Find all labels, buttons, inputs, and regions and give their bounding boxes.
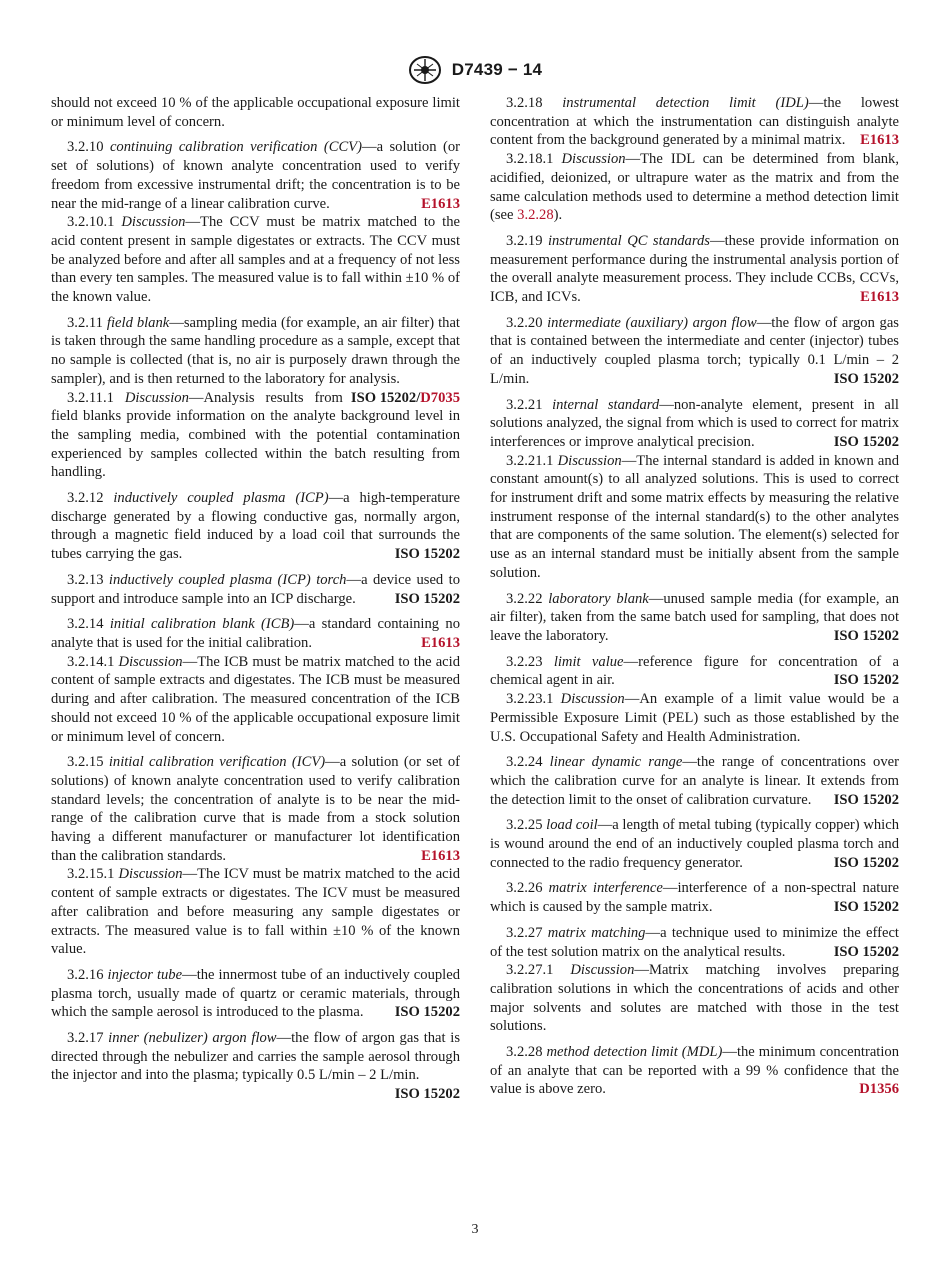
page-header — [0, 55, 950, 85]
reference-label: ISO 15202 — [833, 943, 899, 960]
reference-label: ISO 15202 — [833, 370, 899, 387]
definition-3-2-10: 3.2.10 continuing calibration verification (CCV)—a solution (or set of solutions) of known analyte concentration used to verify freedom from excessive instrumental drift; the concentration is to be near the mid-range of a linear calibration curve. E1613 — [51, 139, 460, 212]
definition-3-2-24: 3.2.24 linear dynamic range—the range of concentrations over which the calibration curve for an analyte is linear. It extends from the detection limit to the onset of calibration curvature. ISO 15202 — [490, 754, 899, 808]
reference-label: ISO 15202 — [833, 627, 899, 644]
section-link[interactable]: 3.2.28 — [517, 207, 554, 224]
continued-paragraph: should not exceed 10 % of the applicable occupational exposure limit or minimum level of concern. — [51, 95, 460, 130]
discussion-3-2-23-1: 3.2.23.1 Discussion—An example of a limit value would be a Permissible Exposure Limit (PEL) such as those established by the U.S. Occupational Safety and Health Administration. — [490, 691, 899, 745]
reference-label: ISO 15202 — [394, 1004, 460, 1021]
definition-3-2-13: 3.2.13 inductively coupled plasma (ICP) torch—a device used to support and introduce sample into an ICP discharge. ISO 15202 — [51, 571, 460, 607]
definition-3-2-15: 3.2.15 initial calibration verification (ICV)—a solution (or set of solutions) of known analyte concentration used to verify calibration standard levels; the concentration of analyte is to be near the mid-range of the calibration curve that is made from a stock solution having a different manufacturer or manufacturer lot identification than the calibration standards. E1613 — [51, 754, 460, 864]
reference-label: ISO 15202 — [833, 899, 899, 916]
discussion-3-2-18-1: 3.2.18.1 Discussion—The IDL can be determined from blank, acidified, deionized, or ultrapure water as the matrix and from the same calculation methods used to determine a method detection limit (see 3.2.28). — [490, 151, 899, 224]
left-column — [51, 94, 460, 1104]
definition-3-2-19: 3.2.19 instrumental QC standards—these provide information on measurement performance during the instrumental analysis portion of the overall analyte measurement process. They include CCBs, CCVs, ICB, and ICVs. E1613 — [490, 232, 899, 306]
definition-3-2-21: 3.2.21 internal standard—non-analyte element, present in all solutions analyzed, the signal from which is used to correct for matrix interferences or improve analytical precision. ISO 15202 — [490, 396, 899, 450]
reference-label: ISO 15202 — [833, 672, 899, 689]
discussion-3-2-27-1: 3.2.27.1 Discussion—Matrix matching involves preparing calibration solutions in which the concentrations of acids and other major solvents and solutes are matched with those in the test solutions. — [490, 962, 899, 1035]
reference-link[interactable]: E1613 — [421, 847, 460, 864]
reference-link[interactable]: E1613 — [421, 195, 460, 212]
discussion-3-2-15-1: 3.2.15.1 Discussion—The ICV must be matrix matched to the acid content of sample extracts or digestates. The ICV must be measured after calibration and before measuring any sample digestates or extracts. The measured value is to fall within ±10 % of the known value. — [51, 866, 460, 958]
reference-label: ISO 15202 — [833, 791, 899, 808]
reference-label: ISO 15202 — [394, 546, 460, 563]
definition-3-2-11: 3.2.11 field blank—sampling media (for example, an air filter) that is taken through the same handling procedure as a sample, except that no sample is collected (that is, no air is purposely drawn through the sampler), and is then returned to the laboratory for analysis. ISO 15202/D7035 — [51, 314, 460, 406]
discussion-3-2-11-1: 3.2.11.1 Discussion—Analysis results from field blanks provide information on the analyte background level in the sampling media, combined with the potential contamination experienced by samples collected within the batch resulting from handling. — [51, 389, 460, 481]
reference-label: ISO 15202 — [833, 433, 899, 450]
definition-3-2-14: 3.2.14 initial calibration blank (ICB)—a standard containing no analyte that is used for the initial calibration. E1613 — [51, 616, 461, 651]
definition-3-2-22: 3.2.22 laboratory blank—unused sample media (for example, an air filter), taken from the same batch used for sampling, that does not leave the laboratory. ISO 15202 — [490, 590, 899, 644]
definition-3-2-27: 3.2.27 matrix matching—a technique used to minimize the effect of the test solution matrix on the analytical results. ISO 15202 — [490, 924, 899, 960]
reference-link[interactable]: ISO 15202/D7035 — [350, 389, 460, 406]
definition-3-2-16: 3.2.16 injector tube—the innermost tube of an inductively coupled plasma torch, usually made of quartz or ceramic materials, through which the sample aerosol is introduced to the plasma. ISO 15202 — [51, 966, 461, 1021]
definition-3-2-23: 3.2.23 limit value—reference figure for concentration of a chemical agent in air. ISO 15202 — [490, 653, 899, 689]
definition-3-2-17: 3.2.17 inner (nebulizer) argon flow—the flow of argon gas that is directed through the nebulizer and carries the sample aerosol through the injector and into the plasma; typically 0.5 L/min – 2 L/min. ISO 15202 — [51, 1030, 460, 1103]
document-id: D7439 − 14 — [451, 60, 543, 79]
discussion-3-2-21-1: 3.2.21.1 Discussion—The internal standard is added in known and constant amount(s) to all analyzed solutions. This is used to correct for instrument drift and some matrix effects by measuring the relative instrument response of the internal standard(s) to the other analytes that are components of the same solution. The element(s) selected for use as an internal standard must be initially absent from the sample solution. — [490, 452, 899, 581]
definition-3-2-20: 3.2.20 intermediate (auxiliary) argon flow—the flow of argon gas that is contained between the intermediate and center (injector) tubes of an inductively coupled plasma torch; typically 0.1 L/min – 2 L/min. ISO 15202 — [490, 314, 899, 387]
discussion-3-2-14-1: 3.2.14.1 Discussion—The ICB must be matrix matched to the acid content of sample extracts and digestates. The ICB must be measured during and after calibration. The measured concentration of the ICB should not exceed 10 % of the applicable occupational exposure limit or minimum level of concern. — [51, 653, 461, 745]
reference-link[interactable]: D1356 — [859, 1081, 899, 1098]
reference-link[interactable]: E1613 — [860, 289, 899, 306]
reference-label: ISO 15202 — [833, 854, 899, 871]
discussion-3-2-10-1: 3.2.10.1 Discussion—The CCV must be matrix matched to the acid content present in sample digestates or extracts. The CCV must be analyzed before and after all samples and at a frequency of not less than every ten samples. The measured value is to fall within ±10 % of the known value. — [51, 214, 460, 306]
definition-3-2-12: 3.2.12 inductively coupled plasma (ICP)—a high-temperature discharge generated by a flowing conductive gas, normally argon, through a magnetic field induced by a load coil that surrounds the tubes carrying the gas. ISO 15202 — [51, 490, 460, 563]
definition-3-2-28: 3.2.28 method detection limit (MDL)—the minimum concentration of an analyte that can be reported with a 99 % confidence that the value is above zero. D1356 — [490, 1044, 899, 1098]
astm-logo-icon — [408, 55, 442, 85]
definition-3-2-18: 3.2.18 instrumental detection limit (IDL)—the lowest concentration at which the instrumentation can distinguish analyte content from the background generated by a minimal matrix. E1613 — [490, 95, 899, 149]
reference-link[interactable]: E1613 — [421, 634, 460, 651]
reference-label: ISO 15202 — [394, 1086, 460, 1103]
reference-link[interactable]: E1613 — [860, 132, 899, 149]
reference-label: ISO 15202 — [394, 590, 460, 607]
right-column — [490, 94, 899, 1106]
definition-3-2-25: 3.2.25 load coil—a length of metal tubing (typically copper) which is wound around the end of an inductively coupled plasma torch and connected to the radio frequency generator. ISO 15202 — [490, 817, 899, 871]
definition-3-2-26: 3.2.26 matrix interference—interference of a non-spectral nature which is caused by the sample matrix. ISO 15202 — [490, 880, 899, 916]
page-number: 3 — [471, 1222, 479, 1237]
